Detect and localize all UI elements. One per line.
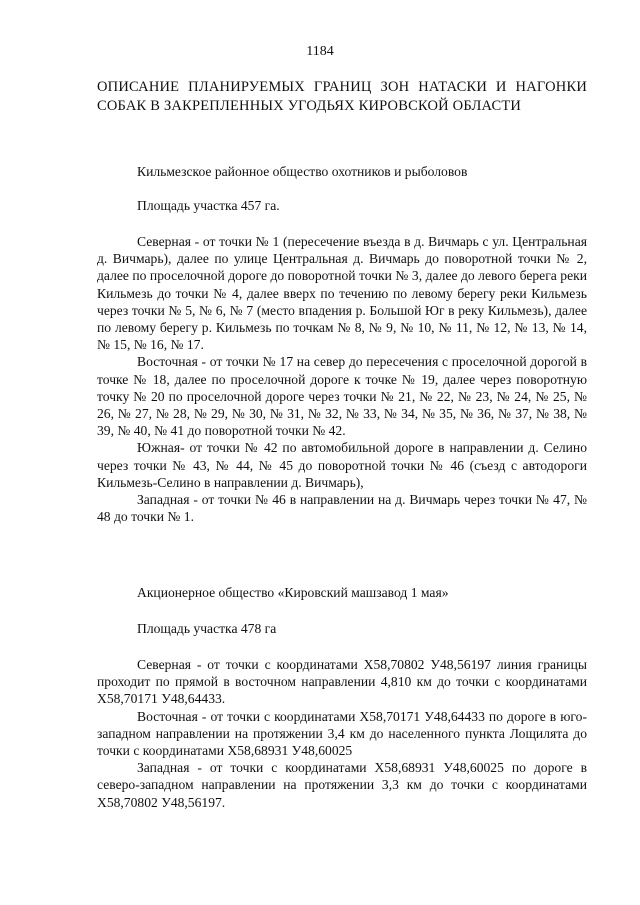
section-1-east: Восточная - от точки № 17 на север до пересечения с проселочной дорогой в точке № 18, далее по проселочной дороге к точке № 19, далее через поворотную точку № 20 по проселочной дороге через точки № 21, № 22, № 23, № 24, № 25, № 26, № 27, № 28, № 29, № 30, № 31, № 32, № 33, № 34, № 35, № 36, № 37, № 38, № 39, № 40, № 41 до поворотной точки № 42.	[97, 354, 587, 439]
section-1-south: Южная- от точки № 42 по автомобильной дороге в направлении д. Селино через точки № 43, № 44, № 45 до поворотной точки № 46 (съезд с автодороги Кильмезь-Селино в направлении д. Вичмарь),	[97, 440, 587, 490]
page-number: 1184	[306, 44, 334, 59]
section-2-area: Площадь участка 478 га	[137, 621, 277, 636]
section-2-north: Северная - от точки с координатами X58,70802 У48,56197 линия границы проходит по прямой в восточном направлении 4,810 км до точки с координатами X58,70171 У48,64433.	[97, 657, 587, 707]
section-2-org: Акционерное общество «Кировский машзавод 1 мая»	[137, 585, 449, 600]
section-1-north: Северная - от точки № 1 (пересечение въезда в д. Вичмарь с ул. Центральная д. Вичмарь), далее по улице Центральная д. Вичмарь до поворотной точки № 2, далее по проселочной дороге до поворотной точки № 3, далее до левого берега реки Кильмезь до точки № 4, далее вверх по течению по левому берегу реки Кильмезь через точки № 5, № 6, № 7 (место впадения р. Большой Юг в реку Кильмезь), далее по левому берегу р. Кильмезь по точкам № 8, № 9, № 10, № 11, № 12, № 13, № 14, № 15, № 16, № 17.	[97, 234, 587, 353]
section-2-body	[97, 656, 587, 811]
document-title: ОПИСАНИЕ ПЛАНИРУЕМЫХ ГРАНИЦ ЗОН НАТАСКИ И НАГОНКИ СОБАК В ЗАКРЕПЛЕННЫХ УГОДЬЯХ КИРОВСКОЙ ОБЛАСТИ	[97, 79, 587, 114]
section-1-org: Кильмезское районное общество охотников и рыболовов	[137, 164, 468, 179]
section-2-west: Западная - от точки с координатами X58,68931 У48,60025 по дороге в северо-западном направлении на протяжении 3,3 км до точки с координатами X58,70802 У48,56197.	[97, 760, 587, 810]
section-1-body	[97, 233, 587, 525]
section-2-east: Восточная - от точки с координатами X58,70171 У48,64433 по дороге в юго-западном направлении на протяжении 3,4 км до населенного пункта Лощилята до точки с координатами X58,68931 У48,60025	[97, 708, 587, 759]
section-1-west: Западная - от точки № 46 в направлении на д. Вичмарь через точки № 47, № 48 до точки № 1.	[97, 492, 587, 525]
section-1-area: Площадь участка 457 га.	[137, 198, 280, 213]
